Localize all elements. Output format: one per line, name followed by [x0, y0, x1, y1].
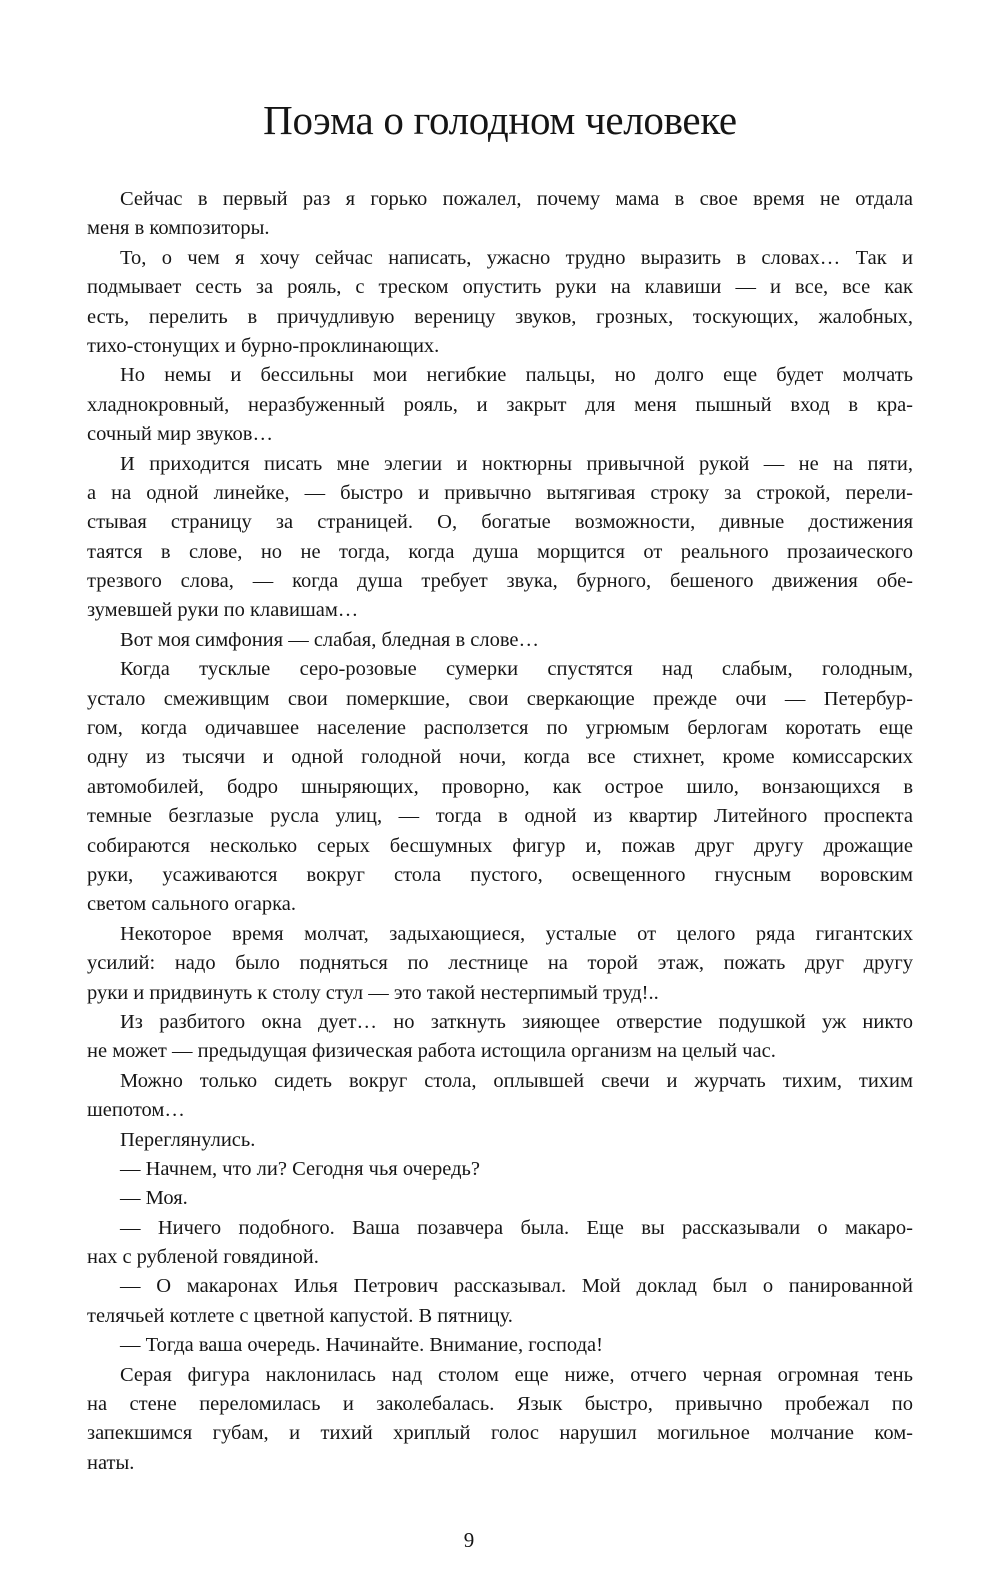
text-line: устало смеживщим свои померкшие, свои сверкающие прежде очи — Петербур- — [87, 687, 913, 710]
text-line: тихо-стонущих и бурно-проклинающих. — [87, 334, 440, 357]
paragraph — [87, 361, 913, 449]
text-line: таятся в слове, но не тогда, когда душа морщится от реального прозаического — [87, 540, 913, 563]
text-line: собираются несколько серых бесшумных фигур и, пожав друг другу дрожащие — [87, 834, 913, 857]
text-line: на стене переломилась и заколебалась. Язык быстро, привычно пробежал по — [87, 1393, 913, 1416]
text-line: светом сального огарка. — [87, 893, 296, 916]
text-line: темные безглазые русла улиц, — тогда в одной из квартир Литейного проспекта — [87, 805, 913, 828]
text-line: трезвого слова, — когда душа требует звука, бурного, бешеного движения обе- — [87, 570, 913, 593]
text-line: наты. — [87, 1451, 135, 1474]
text-line: Переглянулись. — [120, 1128, 256, 1151]
text-line: одну из тысячи и одной голодной ночи, когда все стихнет, кроме комиссарских — [87, 746, 913, 769]
text-line: не может — предыдущая физическая работа истощила организм на целый час. — [87, 1040, 776, 1063]
text-line: Некоторое время молчат, задыхающиеся, усталые от целого ряда гигантских — [120, 922, 913, 945]
text-line: есть, перелить в причудливую вереницу звуков, грозных, тоскующих, жалобных, — [87, 305, 913, 328]
text-line: автомобилей, бодро шныряющих, проворно, как острое шило, вонзающихся в — [87, 775, 913, 798]
text-line: Но немы и бессильны мои негибкие пальцы, но долго еще будет молчать — [120, 364, 913, 387]
paragraph — [87, 1331, 913, 1360]
body-text — [87, 185, 913, 1478]
text-line: Вот моя симфония — слабая, бледная в слове… — [120, 628, 540, 651]
paragraph — [87, 450, 913, 626]
paragraph — [87, 1214, 913, 1273]
paragraph — [87, 1126, 913, 1155]
text-line: Когда тусклые серо-розовые сумерки спустятся над слабым, голодным, — [120, 658, 913, 681]
text-line: — О макаронах Илья Петрович рассказывал. Мой доклад был о панированной — [120, 1275, 913, 1298]
page-number: 9 — [463, 1528, 475, 1552]
text-line: — Моя. — [120, 1187, 188, 1210]
paragraph — [87, 655, 913, 920]
text-line: Серая фигура наклонилась над столом еще ниже, отчего черная огромная тень — [120, 1363, 913, 1386]
text-line: телячьей котлете с цветной капустой. В пятницу. — [87, 1304, 513, 1327]
paragraph — [87, 1008, 913, 1067]
text-line: нах с рубленой говядиной. — [87, 1246, 319, 1269]
paragraph — [87, 244, 913, 362]
paragraph — [87, 1067, 913, 1126]
paragraph — [87, 626, 913, 655]
text-line: Из разбитого окна дует… но заткнуть зияющее отверстие подушкой уж никто — [120, 1010, 913, 1033]
text-line: То, о чем я хочу сейчас написать, ужасно трудно выразить в словах… Так и — [120, 246, 913, 269]
text-line: усилий: надо было подняться по лестнице на торой этаж, пожать друг другу — [87, 952, 913, 975]
paragraph — [87, 1272, 913, 1331]
paragraph — [87, 1155, 913, 1184]
paragraph — [87, 1184, 913, 1213]
text-line: руки, усаживаются вокруг стола пустого, освещенного гнусным воровским — [87, 863, 913, 886]
chapter-title: Поэма о голодном человеке — [263, 97, 737, 143]
text-line: руки и придвинуть к столу стул — это такой нестерпимый труд!.. — [87, 981, 659, 1004]
text-line: сочный мир звуков… — [87, 423, 273, 446]
text-line: подмывает сесть за рояль, с треском опустить руки на клавиши — и все, все как — [87, 276, 913, 299]
text-line: гом, когда одичавшее население расползется по угрюмым берлогам коротать еще — [87, 717, 913, 740]
text-line: Сейчас в первый раз я горько пожалел, почему мама в свое время не отдала — [120, 188, 913, 210]
text-line: а на одной линейке, — быстро и привычно вытягивая строку за строкой, перели- — [87, 481, 913, 504]
text-line: шепотом… — [87, 1099, 185, 1122]
text-line: — Ничего подобного. Ваша позавчера была. Еще вы рассказывали о макаро- — [120, 1216, 913, 1239]
paragraph — [87, 1361, 913, 1479]
text-line: зумевшей руки по клавишам… — [87, 599, 359, 622]
text-line: меня в композиторы. — [87, 217, 270, 240]
text-line: — Начнем, что ли? Сегодня чья очередь? — [120, 1157, 480, 1180]
text-line: стывая страницу за страницей. О, богатые возможности, дивные достижения — [87, 511, 913, 534]
text-line: — Тогда ваша очередь. Начинайте. Внимание, господа! — [120, 1334, 603, 1357]
text-line: И приходится писать мне элегии и ноктюрны привычной рукой — не на пяти, — [120, 452, 913, 475]
paragraph — [87, 185, 913, 244]
text-line: хладнокровный, неразбуженный рояль, и закрыт для меня пышный вход в кра- — [87, 393, 913, 416]
paragraph — [87, 920, 913, 1008]
text-line: Можно только сидеть вокруг стола, оплывшей свечи и журчать тихим, тихим — [120, 1069, 913, 1092]
text-line: запекшимся губам, и тихий хриплый голос нарушил могильное молчание ком- — [87, 1422, 913, 1445]
